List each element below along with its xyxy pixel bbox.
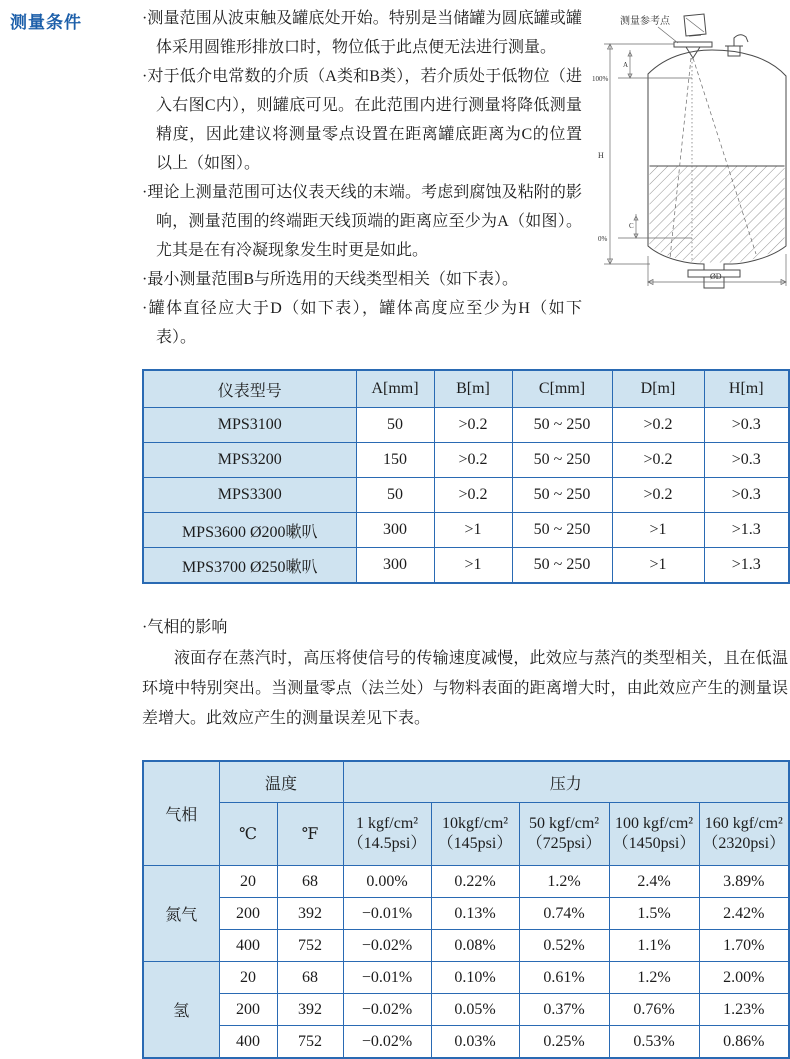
temp-unit-header: ℉ <box>277 803 343 866</box>
value-cell: >1 <box>612 548 704 584</box>
value-cell: −0.01% <box>343 898 431 930</box>
value-cell: >0.2 <box>612 478 704 513</box>
value-cell: 50 ~ 250 <box>512 408 612 443</box>
pressure-col-header <box>431 803 519 866</box>
value-cell: >0.2 <box>612 443 704 478</box>
col-header: B[m] <box>434 370 512 408</box>
table-subheader-row <box>143 803 789 866</box>
value-cell: 1.70% <box>699 930 789 962</box>
value-cell: 150 <box>356 443 434 478</box>
value-cell: 1.1% <box>609 930 699 962</box>
pressure-value: 50 kgf/cm² <box>528 815 600 832</box>
pct-0-label: 0% <box>598 235 608 243</box>
pressure-psi: （725psi） <box>526 835 602 852</box>
gas-section-paragraph: 液面存在蒸汽时，高压将使信号的传输速度减慢，此效应与蒸汽的类型相关，且在低温环境中特别突出。当测量零点（法兰处）与物料表面的距离增大时，由此效应产生的测量误差增大。此效应产生的测量误差见下表。 <box>142 650 788 727</box>
dim-a-label: A <box>623 61 629 69</box>
value-cell: 68 <box>277 866 343 898</box>
value-cell: 0.08% <box>431 930 519 962</box>
value-cell: 0.74% <box>519 898 609 930</box>
table-row <box>143 478 789 513</box>
tank-diagram-svg <box>590 6 788 290</box>
value-cell: −0.02% <box>343 1026 431 1059</box>
diagram-ref-label: 测量参考点 <box>620 16 670 27</box>
value-cell: 50 ~ 250 <box>512 478 612 513</box>
model-cell: MPS3100 <box>143 408 356 443</box>
temp-unit-header: ℃ <box>219 803 277 866</box>
value-cell: 392 <box>277 994 343 1026</box>
liquid-area <box>650 166 785 263</box>
col-header: C[mm] <box>512 370 612 408</box>
table-row <box>143 513 789 548</box>
mounting-flange <box>674 42 712 47</box>
pressure-psi: （2320psi） <box>702 835 786 852</box>
value-cell: −0.02% <box>343 930 431 962</box>
bullet-item: ·罐体直径应大于D（如下表），罐体高度应至少为H（如下表）。 <box>142 300 582 346</box>
value-cell: >0.3 <box>704 478 789 513</box>
value-cell: 50 ~ 250 <box>512 548 612 584</box>
pressure-psi: （1450psi） <box>612 835 696 852</box>
table-row <box>143 408 789 443</box>
value-cell: 752 <box>277 930 343 962</box>
value-cell: 1.2% <box>519 866 609 898</box>
value-cell: 2.00% <box>699 962 789 994</box>
model-cell: MPS3200 <box>143 443 356 478</box>
content-column <box>142 4 788 1059</box>
bullet-item: ·测量范围从波束触及罐底处开始。特别是当储罐为圆底罐或罐体采用圆锥形排放口时，物位低于此点便无法进行测量。 <box>142 10 582 56</box>
gas-phase-section <box>142 614 788 734</box>
pressure-value: 100 kgf/cm² <box>614 815 694 832</box>
value-cell: 400 <box>219 1026 277 1059</box>
pressure-psi: （14.5psi） <box>347 835 427 852</box>
value-cell: 2.4% <box>609 866 699 898</box>
bullet-item: ·对于低介电常数的介质（A类和B类），若介质处于低物位（进入右图C内），则罐底可见。在此范围内进行测量将降低测量精度，因此建议将测量零点设置在距离罐底距离为C的位置以上（如图）。 <box>142 68 582 172</box>
bullet-item: ·理论上测量范围可达仪表天线的末端。考虑到腐蚀及粘附的影响，测量范围的终端距天线顶端的距离应至少为A（如图）。尤其是在有冷凝现象发生时更是如此。 <box>142 184 582 259</box>
value-cell: >1 <box>434 513 512 548</box>
value-cell: 50 <box>356 478 434 513</box>
value-cell: 0.52% <box>519 930 609 962</box>
value-cell: 0.22% <box>431 866 519 898</box>
value-cell: 1.23% <box>699 994 789 1026</box>
pressure-value: 1 kgf/cm² <box>355 815 419 832</box>
corner-header: 气相 <box>143 761 219 866</box>
value-cell: >1 <box>434 548 512 584</box>
gas-name-cell: 氢 <box>143 962 219 1059</box>
pressure-psi: （145psi） <box>437 835 513 852</box>
col-header: D[m] <box>612 370 704 408</box>
value-cell: 300 <box>356 548 434 584</box>
table-row <box>143 994 789 1026</box>
table-row <box>143 962 789 994</box>
dim-c-label: C <box>629 222 634 230</box>
pct-100-label: 100% <box>592 75 609 83</box>
value-cell: 0.61% <box>519 962 609 994</box>
dim-h-label: H <box>598 151 604 160</box>
pressure-col-header <box>343 803 431 866</box>
value-cell: 3.89% <box>699 866 789 898</box>
pressure-col-header <box>699 803 789 866</box>
table-row <box>143 443 789 478</box>
value-cell: 0.76% <box>609 994 699 1026</box>
tank-diagram <box>590 6 788 290</box>
gas-section-title: ·气相的影响 <box>142 619 228 636</box>
pressure-group-header: 压力 <box>343 761 789 803</box>
pressure-col-header <box>519 803 609 866</box>
dim-d-label: ØD <box>710 272 722 281</box>
col-header: 仪表型号 <box>143 370 356 408</box>
table-row <box>143 1026 789 1059</box>
value-cell: >0.2 <box>434 408 512 443</box>
pressure-col-header <box>609 803 699 866</box>
value-cell: 20 <box>219 866 277 898</box>
value-cell: >1.3 <box>704 513 789 548</box>
value-cell: 0.10% <box>431 962 519 994</box>
value-cell: 0.37% <box>519 994 609 1026</box>
table-header-row <box>143 370 789 408</box>
value-cell: 50 ~ 250 <box>512 443 612 478</box>
value-cell: 0.53% <box>609 1026 699 1059</box>
value-cell: 0.25% <box>519 1026 609 1059</box>
value-cell: 1.5% <box>609 898 699 930</box>
table-row <box>143 898 789 930</box>
value-cell: 2.42% <box>699 898 789 930</box>
value-cell: >0.3 <box>704 408 789 443</box>
table-row <box>143 930 789 962</box>
vapor-error-table <box>142 760 790 1059</box>
bullet-item: ·最小测量范围B与所选用的天线类型相关（如下表）。 <box>142 271 519 288</box>
value-cell: 392 <box>277 898 343 930</box>
value-cell: >0.3 <box>704 443 789 478</box>
value-cell: >0.2 <box>434 443 512 478</box>
value-cell: 0.00% <box>343 866 431 898</box>
value-cell: >0.2 <box>612 408 704 443</box>
value-cell: −0.01% <box>343 962 431 994</box>
value-cell: 0.86% <box>699 1026 789 1059</box>
col-header: H[m] <box>704 370 789 408</box>
value-cell: 20 <box>219 962 277 994</box>
value-cell: 200 <box>219 994 277 1026</box>
col-header: A[mm] <box>356 370 434 408</box>
value-cell: 400 <box>219 930 277 962</box>
pressure-value: 160 kgf/cm² <box>704 815 783 832</box>
antenna-spec-table <box>142 369 790 584</box>
value-cell: >1 <box>612 513 704 548</box>
table-header-row <box>143 761 789 803</box>
pressure-value: 10kgf/cm² <box>441 815 509 832</box>
value-cell: 300 <box>356 513 434 548</box>
value-cell: 752 <box>277 1026 343 1059</box>
value-cell: 0.05% <box>431 994 519 1026</box>
gas-name-cell: 氮气 <box>143 866 219 962</box>
value-cell: 50 ~ 250 <box>512 513 612 548</box>
value-cell: 200 <box>219 898 277 930</box>
value-cell: 1.2% <box>609 962 699 994</box>
value-cell: −0.02% <box>343 994 431 1026</box>
model-cell: MPS3300 <box>143 478 356 513</box>
table-row <box>143 548 789 584</box>
section-label: 测量条件 <box>10 13 82 32</box>
value-cell: 0.03% <box>431 1026 519 1059</box>
model-cell: MPS3700 Ø250嗽叭 <box>143 548 356 584</box>
value-cell: >1.3 <box>704 548 789 584</box>
value-cell: 68 <box>277 962 343 994</box>
value-cell: 0.13% <box>431 898 519 930</box>
temp-group-header: 温度 <box>219 761 343 803</box>
model-cell: MPS3600 Ø200嗽叭 <box>143 513 356 548</box>
table-row <box>143 866 789 898</box>
value-cell: >0.2 <box>434 478 512 513</box>
value-cell: 50 <box>356 408 434 443</box>
